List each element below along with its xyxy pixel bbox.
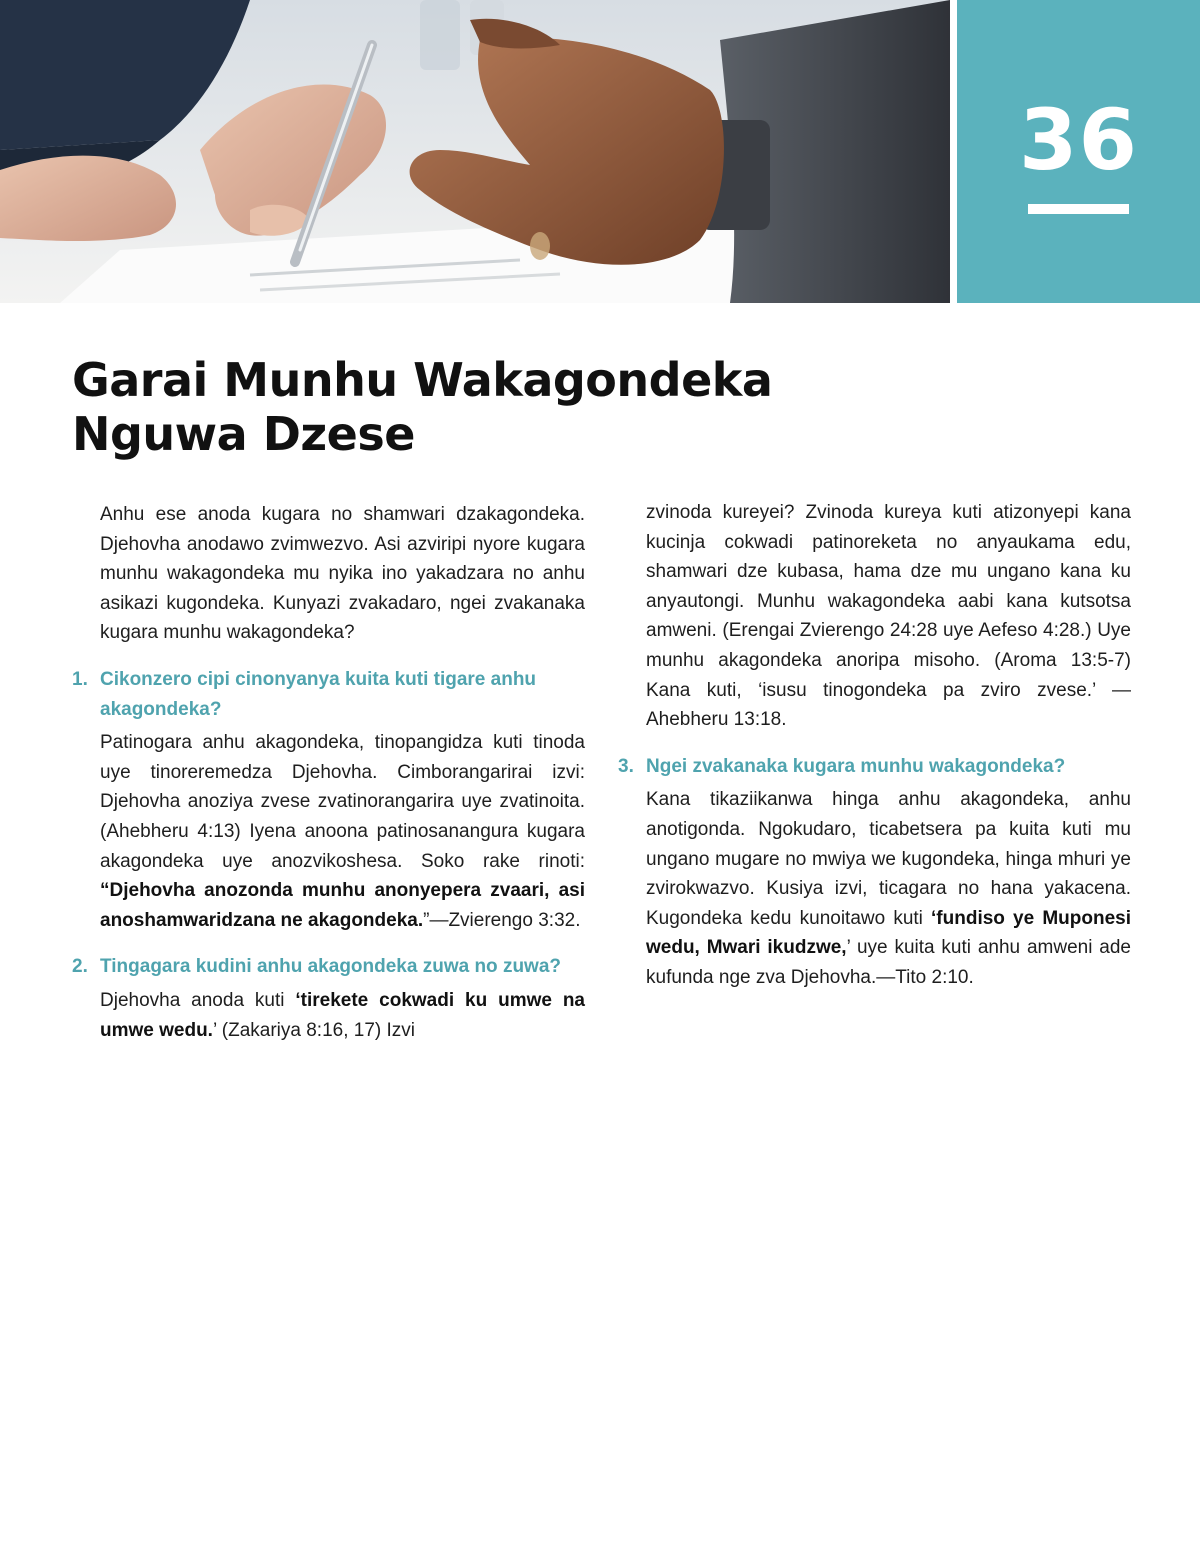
question-3 — [618, 752, 1131, 782]
left-column — [72, 500, 585, 1045]
intro-paragraph: Anhu ese anoda kugara no shamwari dzakagondeka. Djehovha anodawo zvimwezvo. Asi azviripi nyore kugara munhu wakagondeka mu nyika ino yakadzara no anhu asikazi kugondeka. Kunyazi zvakadaro, ngei zvakanaka kugara munhu wakagondeka? — [100, 504, 585, 644]
question-2-text: Tingagara kudini anhu akagondeka zuwa no zuwa? — [100, 956, 562, 978]
answer-2-reference: ’ (Zakariya 8:16, 17) Izvi — [212, 1019, 416, 1041]
answer-1 — [72, 728, 585, 935]
answer-2-quote: ‘tirekete cokwadi ku umwe na umwe wedu. — [100, 989, 585, 1041]
question-1 — [72, 665, 585, 724]
question-2-number: 2. — [72, 956, 88, 978]
answer-2-text: Djehovha anoda kuti — [100, 989, 296, 1011]
hero-photo — [0, 0, 950, 303]
lesson-number-badge — [957, 0, 1200, 303]
right-column — [618, 498, 1131, 993]
answer-3-text: Kana tikaziikanwa hinga anhu akagondeka, anhu anotigonda. Ngokudaro, ticabetsera pa kuita kuti mu ungano mugare no mwiya we kugondeka, hinga mhuri ye zvirokwazvo. Kusiya izvi, ticagara no hana yakacena. Kugondeka kedu kunoitawo kuti — [646, 789, 1131, 929]
question-3-text: Ngei zvakanaka kugara munhu wakagondeka? — [646, 755, 1066, 777]
answer-2-continuation: zvinoda kureyei? Zvinoda kureya kuti atizonyepi kana kucinja cokwadi patinoreketa no anyaukama edu, shamwari dze kubasa, hama dze mu ungano kana ku anyautongi. Munhu wakagondeka aabi kana kutsotsa amweni. (Erengai Zvierengo 24:28 uye Aefeso 4:28.) Uye munhu akagondeka anoripa misoho. (Aroma 13:5-7) Kana kuti, ‘isusu tinogondeka pa zviro zvese.’ —Ahebheru 13:18. — [646, 502, 1131, 731]
handshake-signing-illustration — [0, 0, 950, 303]
question-3-number: 3. — [618, 755, 634, 777]
page-title — [72, 353, 832, 461]
answer-3-quote: ‘fundiso ye Muponesi wedu, Mwari ikudzwe, — [646, 907, 1131, 959]
question-1-text: Cikonzero cipi cinonyanya kuita kuti tigare anhu akagondeka? — [100, 668, 537, 720]
badge-underline — [1028, 204, 1129, 214]
answer-3-reference: ’ uye kuita kuti anhu amweni ade kufunda nge zva Djehovha.—Tito 2:10. — [646, 937, 1131, 988]
answer-2 — [72, 986, 585, 1045]
lesson-number: 36 — [1019, 91, 1138, 189]
answer-3 — [618, 785, 1131, 992]
page-title-line-2: Nguwa Dzese — [72, 407, 415, 461]
question-1-number: 1. — [72, 668, 88, 690]
page-title-line-1: Garai Munhu Wakagondeka — [72, 353, 773, 407]
answer-1-reference: ”—Zvierengo 3:32. — [423, 909, 581, 931]
answer-1-quote: “Djehovha anozonda munhu anonyepera zvaari, asi anoshamwaridzana ne akagondeka. — [100, 880, 585, 931]
question-2 — [72, 952, 585, 982]
answer-1-text: Patinogara anhu akagondeka, tinopangidza kuti tinoda uye tinoreremedza Djehovha. Cimborangarirai izvi: Djehovha anoziya zvese zvatinorangarira uye zvatinoita. (Ahebheru 4:13) Iyena anoona patinosanangura kugara akagondeka uye anozvikoshesa. Soko rake rinoti: — [100, 732, 585, 872]
